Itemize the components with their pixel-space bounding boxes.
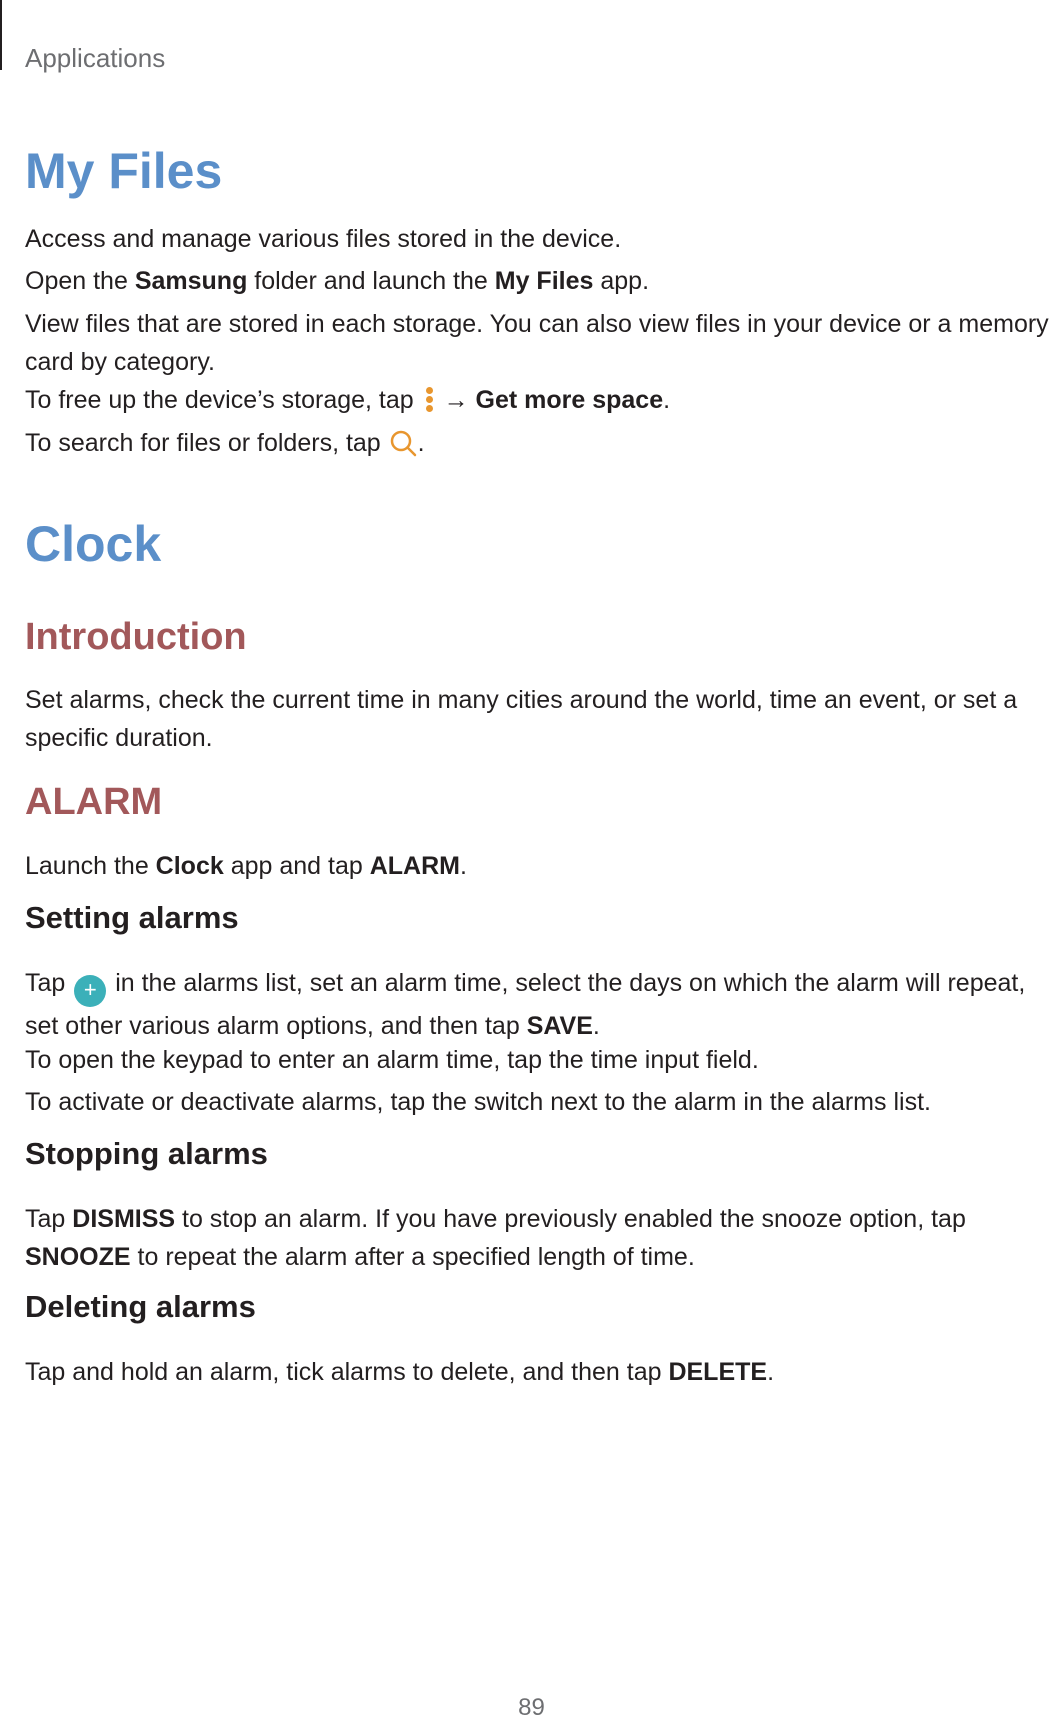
running-head: Applications xyxy=(25,43,166,73)
alarm-launch-instruction: Launch the Clock app and tap ALARM. xyxy=(25,852,467,880)
my-files-intro: Access and manage various files stored in the device. xyxy=(25,225,622,253)
my-files-title: My Files xyxy=(25,143,223,199)
setting-alarms-heading: Setting alarms xyxy=(25,900,239,935)
my-files-search-instruction: To search for files or folders, tap . xyxy=(25,429,425,457)
introduction-text: Set alarms, check the current time in many cities around the world, time an event, or set a specific duration. xyxy=(25,686,1018,752)
more-options-icon xyxy=(423,386,435,414)
stopping-alarms-heading: Stopping alarms xyxy=(25,1136,268,1171)
search-icon xyxy=(389,429,417,457)
my-files-view-description: View files that are stored in each storage. You can also view files in your device or a memory card by category. xyxy=(25,310,1049,376)
introduction-heading: Introduction xyxy=(25,616,247,658)
my-files-open-instruction: Open the Samsung folder and launch the My Files app. xyxy=(25,267,650,295)
setting-alarms-keypad-tip: To open the keypad to enter an alarm time, tap the time input field. xyxy=(25,1046,759,1074)
stopping-alarms-instruction: Tap DISMISS to stop an alarm. If you have previously enabled the snooze option, tap SNOOZE to repeat the alarm after a specified length of time. xyxy=(25,1205,966,1271)
deleting-alarms-instruction: Tap and hold an alarm, tick alarms to delete, and then tap DELETE. xyxy=(25,1358,775,1386)
page-number: 89 xyxy=(518,1694,545,1721)
add-icon: + xyxy=(74,975,106,1007)
setting-alarms-switch-tip: To activate or deactivate alarms, tap the switch next to the alarm in the alarms list. xyxy=(25,1088,931,1116)
alarm-heading: ALARM xyxy=(25,781,163,823)
deleting-alarms-heading: Deleting alarms xyxy=(25,1289,256,1324)
clock-title: Clock xyxy=(25,516,162,572)
page-edge-line xyxy=(0,0,2,70)
setting-alarms-instruction: Tap + in the alarms list, set an alarm time, select the days on which the alarm will repeat, set other various alarm options, and then tap SAVE. xyxy=(25,969,1026,1040)
my-files-free-space-instruction: To free up the device’s storage, tap → Get more space. xyxy=(25,386,671,414)
